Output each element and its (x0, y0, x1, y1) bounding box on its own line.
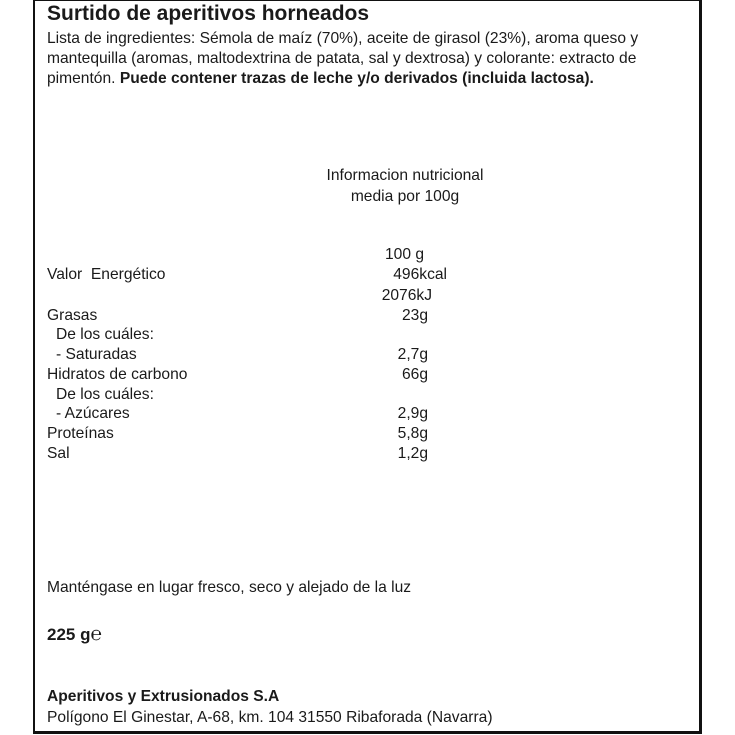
estimated-sign-icon: ℮ (90, 623, 102, 645)
net-weight-value: 225 g (47, 625, 91, 644)
nutrition-label: Sal (47, 445, 70, 462)
nutrition-row-saturated (0, 345, 735, 365)
nutrition-row-carb-subheading (0, 385, 735, 405)
nutrition-label: De los cuáles: (56, 326, 154, 343)
net-weight (47, 623, 102, 646)
nutrition-row-energy-kj (0, 286, 735, 306)
manufacturer-address: Polígono El Ginestar, A-68, km. 104 31550 Ribaforada (Navarra) (47, 709, 493, 726)
nutrition-value: 66g (401, 366, 428, 383)
nutrition-label: - Azúcares (56, 405, 130, 422)
nutrition-label: Valor Energético (47, 266, 166, 283)
nutrition-label: - Saturadas (56, 346, 137, 363)
nutrition-value: 2076kJ (381, 287, 432, 304)
nutrition-heading (300, 165, 510, 207)
nutrition-row-carbohydrates (0, 365, 735, 385)
nutrition-label: Proteínas (47, 425, 114, 442)
nutrition-row-sugars (0, 404, 735, 424)
nutrition-row-serving (0, 245, 735, 265)
nutrition-value: 100 g (384, 246, 424, 263)
ingredients-list (47, 29, 647, 89)
nutrition-row-protein (0, 424, 735, 444)
ingredients-text: Lista de ingredientes: Sémola de maíz (70%), aceite de girasol (23%), aroma queso y mantequilla (aromas, maltodextrina de patata, sal y dextrosa) y colorante: extracto de pimentón. (47, 30, 639, 87)
nutrition-label: Grasas (47, 307, 98, 324)
nutrition-row-fat-subheading (0, 325, 735, 345)
nutrition-value: 496kcal (393, 266, 447, 283)
nutrition-value: 2,7g (397, 346, 428, 363)
nutrition-heading-line1: Informacion nutricional (326, 167, 484, 184)
nutrition-value: 23g (401, 307, 428, 324)
product-title: Surtido de aperitivos horneados (47, 2, 370, 25)
manufacturer-name: Aperitivos y Extrusionados S.A (47, 688, 280, 705)
nutrition-row-energy-kcal (0, 265, 735, 285)
nutrition-row-fat (0, 306, 735, 326)
storage-instructions: Manténgase en lugar fresco, seco y alejado de la luz (47, 579, 412, 596)
nutrition-value: 1,2g (397, 445, 428, 462)
nutrition-row-salt (0, 444, 735, 464)
nutrition-value: 5,8g (397, 425, 428, 442)
nutrition-label: De los cuáles: (56, 386, 154, 403)
nutrition-heading-line2: media por 100g (350, 188, 460, 205)
nutrition-label: Hidratos de carbono (47, 366, 188, 383)
nutrition-value: 2,9g (397, 405, 428, 422)
allergen-warning: Puede contener trazas de leche y/o derivados (incluida lactosa). (119, 70, 594, 87)
